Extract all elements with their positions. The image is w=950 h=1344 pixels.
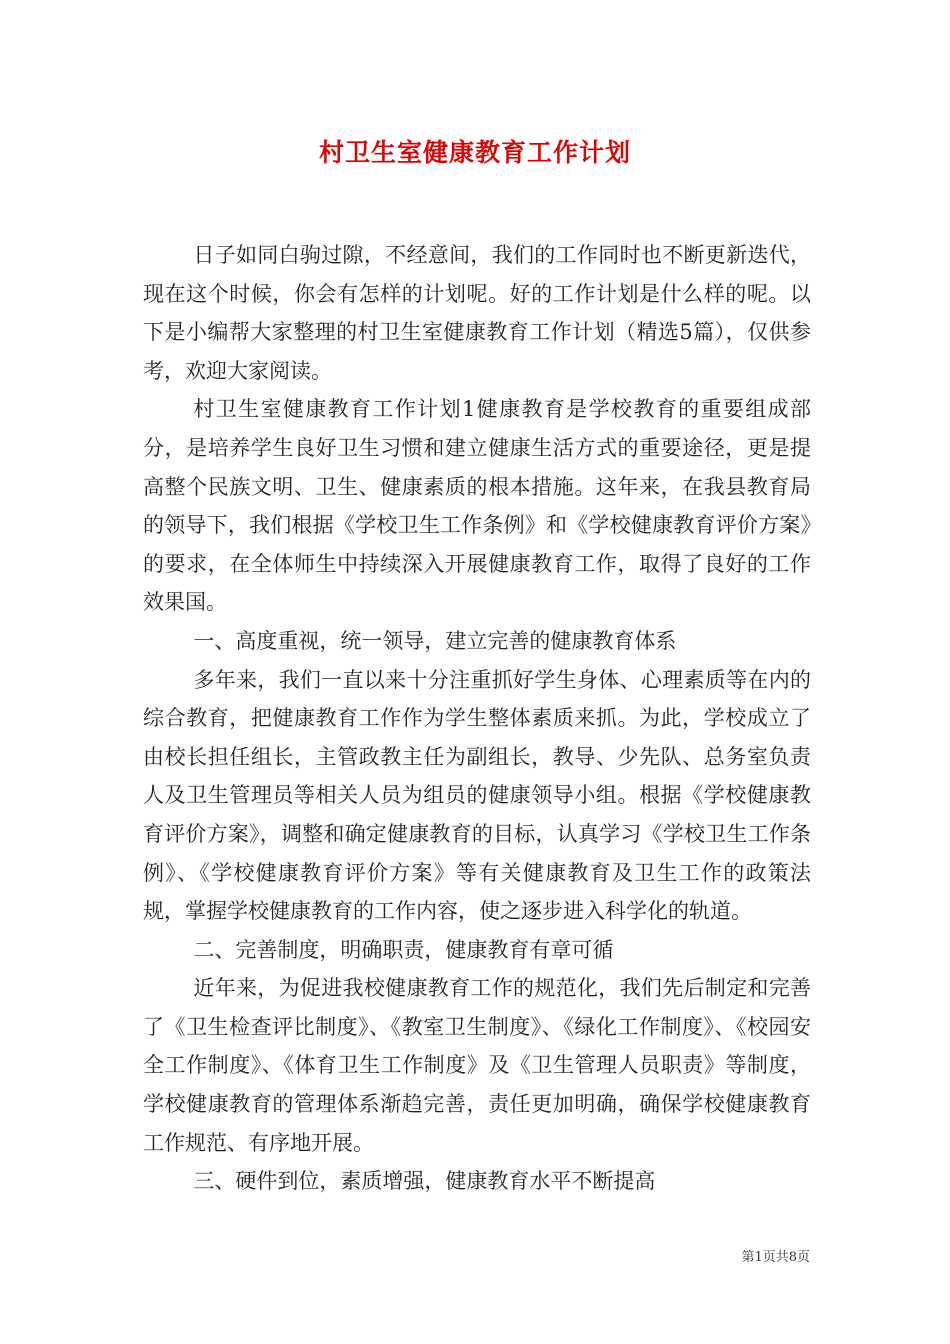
section-heading-2: 二、完善制度，明确职责，健康教育有章可循 (193, 937, 614, 962)
document-title: 村卫生室健康教育工作计划 (318, 138, 631, 167)
section-heading-1: 一、高度重视，统一领导，建立完善的健康教育体系 (193, 628, 677, 653)
paragraph-section-2: 近年来，为促进我校健康教育工作的规范化，我们先后制定和完善了《卫生检查评比制度》、《教室卫生制度》、《绿化工作制度》、《校园安全工作制度》、《体育卫生工作制度》及《卫生管理人员职责》等制度，学校健康教育的管理体系渐趋完善，责任更加明确，确保学校健康教育工作规范、有序地开展。 (143, 976, 811, 1155)
section-heading-3: 三、硬件到位，素质增强，健康教育水平不断提高 (193, 1169, 656, 1194)
document-body (143, 236, 811, 1201)
paragraph-section-1: 多年来，我们一直以来十分注重抓好学生身体、心理素质等在内的综合教育，把健康教育工作作为学生整体素质来抓。为此，学校成立了由校长担任组长，主管政教主任为副组长，教导、少先队、总务室负责人及卫生管理员等相关人员为组员的健康领导小组。根据《学校健康教育评价方案》，调整和确定健康教育的目标，认真学习《学校卫生工作条例》、《学校健康教育评价方案》等有关健康教育及卫生工作的政策法规，掌握学校健康教育的工作内容，使之逐步进入科学化的轨道。 (143, 667, 811, 924)
paragraph-plan-1: 村卫生室健康教育工作计划1健康教育是学校教育的重要组成部分，是培养学生良好卫生习惯和建立健康生活方式的重要途径，更是提高整个民族文明、卫生、健康素质的根本措施。这年来，在我县教育局的领导下，我们根据《学校卫生工作条例》和《学校健康教育评价方案》的要求，在全体师生中持续深入开展健康教育工作，取得了良好的工作效果国。 (143, 397, 811, 615)
page-number: 第1页共8页 (741, 1250, 810, 1265)
paragraph-intro: 日子如同白驹过隙，不经意间，我们的工作同时也不断更新迭代，现在这个时候，你会有怎样的计划呢。好的工作计划是什么样的呢。以下是小编帮大家整理的村卫生室健康教育工作计划（精选5篇），仅供参考，欢迎大家阅读。 (143, 243, 811, 383)
